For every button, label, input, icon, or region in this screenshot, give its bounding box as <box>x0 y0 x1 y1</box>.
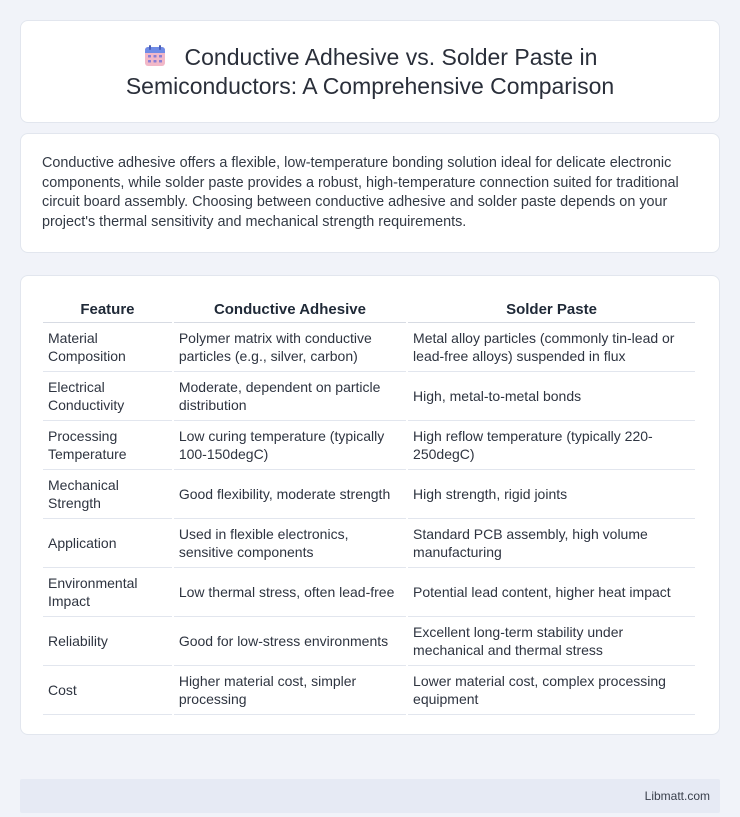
intro-card <box>20 133 720 253</box>
calendar-icon <box>143 44 167 68</box>
table-row <box>43 372 695 421</box>
comparison-card <box>20 275 720 735</box>
title-card <box>20 20 720 123</box>
conductive-adhesive-cell: Higher material cost, simpler processing <box>174 666 406 715</box>
conductive-adhesive-cell: Good for low-stress environments <box>174 617 406 666</box>
column-header-solder-paste: Solder Paste <box>408 297 695 323</box>
comparison-table <box>41 297 697 715</box>
solder-paste-cell: High reflow temperature (typically 220-250degC) <box>408 421 695 470</box>
footer <box>20 779 720 813</box>
footer-site-link[interactable]: Libmatt.com <box>644 789 710 803</box>
table-row <box>43 568 695 617</box>
conductive-adhesive-cell: Used in flexible electronics, sensitive components <box>174 519 406 568</box>
solder-paste-cell: High, metal-to-metal bonds <box>408 372 695 421</box>
table-row <box>43 617 695 666</box>
conductive-adhesive-cell: Low curing temperature (typically 100-150degC) <box>174 421 406 470</box>
solder-paste-cell: Potential lead content, higher heat impact <box>408 568 695 617</box>
intro-text: Conductive adhesive offers a flexible, low-temperature bonding solution ideal for delicate electronic components, while solder paste provides a robust, high-temperature connection suited for traditional circuit board assembly. Choosing between conductive adhesive and solder paste depends on your project's thermal sensitivity and mechanical strength requirements. <box>42 155 679 230</box>
feature-cell: Electrical Conductivity <box>43 372 172 421</box>
solder-paste-cell: Metal alloy particles (commonly tin-lead or lead-free alloys) suspended in flux <box>408 323 695 372</box>
solder-paste-cell: Standard PCB assembly, high volume manufacturing <box>408 519 695 568</box>
conductive-adhesive-cell: Low thermal stress, often lead-free <box>174 568 406 617</box>
feature-cell: Material Composition <box>43 323 172 372</box>
page-title <box>126 43 614 101</box>
table-row <box>43 666 695 715</box>
table-row <box>43 421 695 470</box>
feature-cell: Mechanical Strength <box>43 470 172 519</box>
column-header-feature: Feature <box>43 297 172 323</box>
column-header-conductive-adhesive: Conductive Adhesive <box>174 297 406 323</box>
feature-cell: Processing Temperature <box>43 421 172 470</box>
feature-cell: Cost <box>43 666 172 715</box>
solder-paste-cell: Excellent long-term stability under mechanical and thermal stress <box>408 617 695 666</box>
title-line-2: Semiconductors: A Comprehensive Comparison <box>125 72 615 99</box>
solder-paste-cell: High strength, rigid joints <box>408 470 695 519</box>
conductive-adhesive-cell: Polymer matrix with conductive particles (e.g., silver, carbon) <box>174 323 406 372</box>
feature-cell: Environmental Impact <box>43 568 172 617</box>
title-line-1: Conductive Adhesive vs. Solder Paste in <box>184 43 598 70</box>
conductive-adhesive-cell: Moderate, dependent on particle distribution <box>174 372 406 421</box>
table-row <box>43 323 695 372</box>
table-header-row <box>43 297 695 323</box>
feature-cell: Application <box>43 519 172 568</box>
feature-cell: Reliability <box>43 617 172 666</box>
conductive-adhesive-cell: Good flexibility, moderate strength <box>174 470 406 519</box>
table-row <box>43 519 695 568</box>
table-row <box>43 470 695 519</box>
solder-paste-cell: Lower material cost, complex processing equipment <box>408 666 695 715</box>
